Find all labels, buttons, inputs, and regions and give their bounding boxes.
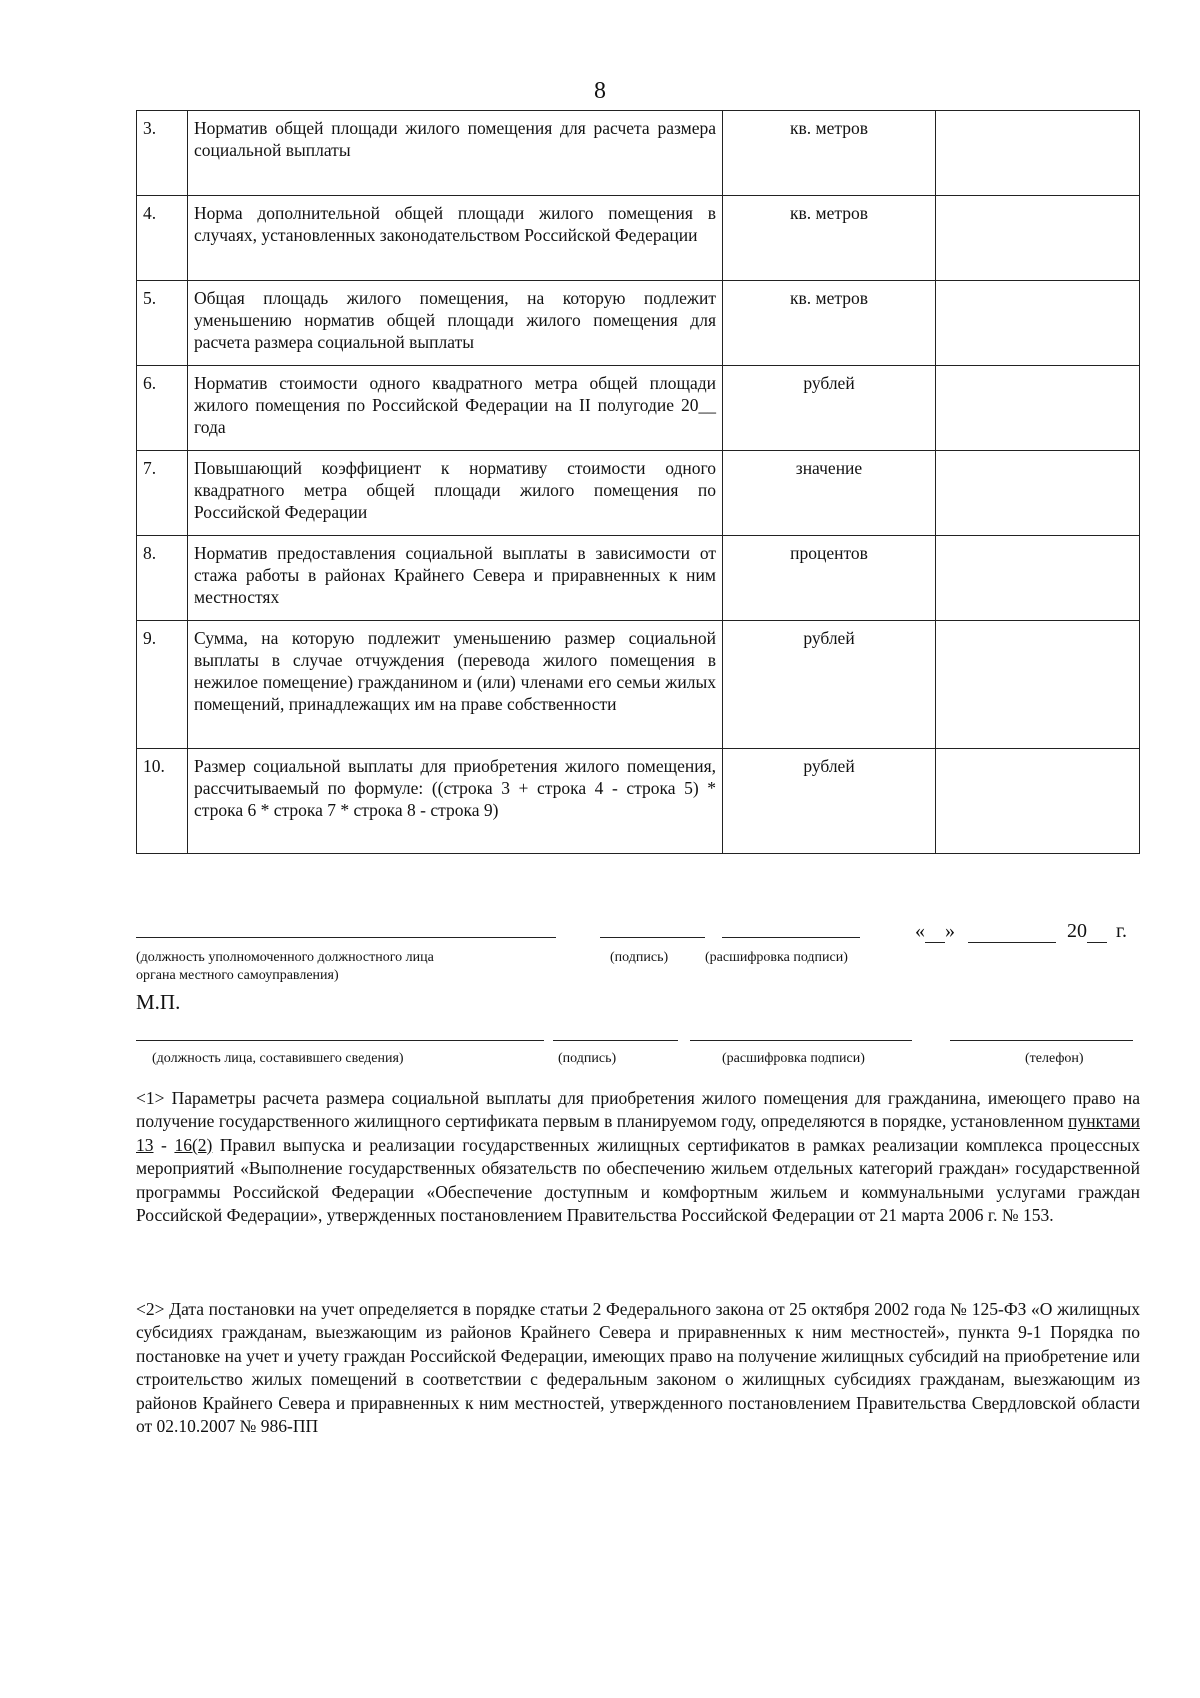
row-number: 5. xyxy=(137,281,188,366)
row-parameter-name: Размер социальной выплаты для приобретения жилого помещения, рассчитываемый по формуле: ((строка 3 + строка 4 - строка 5) * строка 6 * строка 7 * строка 8 - строка 9) xyxy=(188,749,723,854)
decode-signature-line xyxy=(722,937,860,938)
row-unit: рублей xyxy=(723,366,936,451)
table-row xyxy=(137,451,1140,536)
date-close-quote: » xyxy=(945,920,955,942)
year-prefix: 20 xyxy=(1067,920,1087,942)
year-suffix: г. xyxy=(1116,920,1127,942)
row-number: 6. xyxy=(137,366,188,451)
row-unit: кв. метров xyxy=(723,196,936,281)
row-parameter-name: Норма дополнительной общей площади жилого помещения в случаях, установленных законодательством Российской Федерации xyxy=(188,196,723,281)
row-number: 9. xyxy=(137,621,188,749)
stamp-label: М.П. xyxy=(136,990,181,1014)
compiler-position-line xyxy=(136,1040,544,1041)
date-open-quote: « xyxy=(915,920,925,942)
table-row xyxy=(137,366,1140,451)
row-number: 8. xyxy=(137,536,188,621)
decode-caption-2: (расшифровка подписи) xyxy=(722,1051,865,1066)
row-number: 10. xyxy=(137,749,188,854)
row-parameter-name: Повышающий коэффициент к нормативу стоимости одного квадратного метра общей площади жилого помещения по Российской Федерации xyxy=(188,451,723,536)
row-value-cell xyxy=(936,749,1140,854)
row-unit: рублей xyxy=(723,749,936,854)
table-row xyxy=(137,196,1140,281)
footnote-1-link-1[interactable]: пунктами 13 xyxy=(136,1111,1140,1155)
row-value-cell xyxy=(936,196,1140,281)
table-row xyxy=(137,536,1140,621)
year-blank xyxy=(1087,922,1107,943)
signature-line xyxy=(600,937,705,938)
phone-caption: (телефон) xyxy=(1025,1051,1084,1066)
footnote-1 xyxy=(136,1087,1140,1227)
row-parameter-name: Норматив стоимости одного квадратного метра общей площади жилого помещения по Российской Федерации на II полугодие 20__ года xyxy=(188,366,723,451)
row-value-cell xyxy=(936,111,1140,196)
row-parameter-name: Норматив предоставления социальной выплаты в зависимости от стажа работы в районах Крайнего Севера и приравненных к ним местностях xyxy=(188,536,723,621)
row-value-cell xyxy=(936,536,1140,621)
table-row xyxy=(137,749,1140,854)
row-parameter-name: Норматив общей площади жилого помещения для расчета размера социальной выплаты xyxy=(188,111,723,196)
row-parameter-name: Общая площадь жилого помещения, на которую подлежит уменьшению норматив общей площади жилого помещения для расчета размера социальной выплаты xyxy=(188,281,723,366)
footnote-2: <2> Дата постановки на учет определяется в порядке статьи 2 Федерального закона от 25 октября 2002 года № 125-ФЗ «О жилищных субсидиях гражданам, выезжающим из районов Крайнего Севера и приравненных к ним местностей», пункта 9-1 Порядка по постановке на учет и учету граждан Российской Федерации, имеющих право на получение жилищных субсидий на приобретение или строительство жилых помещений в соответствии с федеральным законом о жилищных субсидиях гражданам, выезжающим из районов Крайнего Севера и приравненных к ним местностей, утвержденного постановлением Правительства Свердловской области от 02.10.2007 № 986-ПП xyxy=(136,1299,1140,1437)
row-unit: значение xyxy=(723,451,936,536)
row-number: 3. xyxy=(137,111,188,196)
row-value-cell xyxy=(936,281,1140,366)
table-row xyxy=(137,281,1140,366)
row-value-cell xyxy=(936,366,1140,451)
row-value-cell xyxy=(936,621,1140,749)
compiler-decode-line xyxy=(690,1040,912,1041)
signature-caption-2: (подпись) xyxy=(558,1051,617,1066)
row-value-cell xyxy=(936,451,1140,536)
table-row xyxy=(137,621,1140,749)
footnote-1-text-b: Правил выпуска и реализации государственных жилищных сертификатов в рамках реализации комплекса процессных мероприятий «Выполнение государственных обязательств по обеспечению жильем отдельных категорий граждан» государственной программы Российской Федерации «Обеспечение доступным и комфортным жильем и коммунальными услугами граждан Российской Федерации», утвержденных постановлением Правительства Российской Федерации от 21 марта 2006 г. № 153. xyxy=(136,1134,1141,1226)
footnote-1-link-2[interactable]: 16(2) xyxy=(174,1134,213,1155)
compiler-signature-line xyxy=(553,1040,678,1041)
row-parameter-name: Сумма, на которую подлежит уменьшению размер социальной выплаты в случае отчуждения (перевода жилого помещения в нежилое помещение) гражданином и (или) членами его семьи жилых помещений, принадлежащих им на праве собственности xyxy=(188,621,723,749)
page-number: 8 xyxy=(594,78,606,104)
row-number: 7. xyxy=(137,451,188,536)
row-unit: кв. метров xyxy=(723,111,936,196)
month-blank xyxy=(968,922,1056,943)
compiler-phone-line xyxy=(950,1040,1133,1041)
footnote-1-dash: - xyxy=(153,1134,175,1155)
signature-caption-1: (подпись) xyxy=(610,950,669,965)
footnote-1-text-a: <1> Параметры расчета размера социальной выплаты для приобретения жилого помещения для гражданина, имеющего право на получение государственного жилищного сертификата первым в планируемом году, определяются в порядке, установленном xyxy=(136,1088,1140,1132)
day-blank xyxy=(925,922,945,943)
row-number: 4. xyxy=(137,196,188,281)
row-unit: процентов xyxy=(723,536,936,621)
date-field xyxy=(915,920,1127,943)
decode-caption-1: (расшифровка подписи) xyxy=(705,950,848,965)
position-signature-line xyxy=(136,937,556,938)
parameters-table xyxy=(136,110,1140,854)
row-unit: рублей xyxy=(723,621,936,749)
position-caption-1: (должность уполномоченного должностного лица органа местного самоуправления) xyxy=(136,950,434,983)
table-row xyxy=(137,111,1140,196)
position-caption-2: (должность лица, составившего сведения) xyxy=(152,1051,404,1066)
row-unit: кв. метров xyxy=(723,281,936,366)
